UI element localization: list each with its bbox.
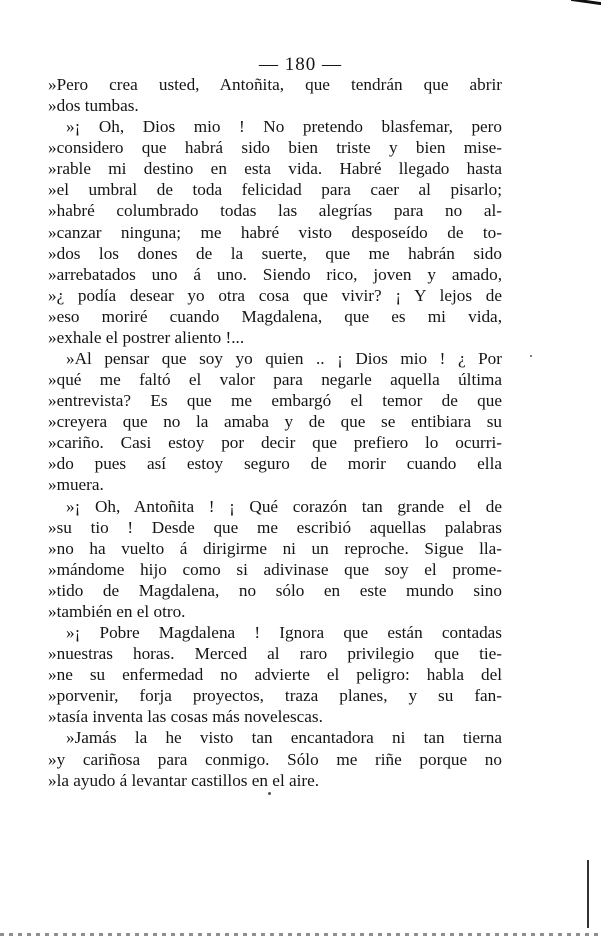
scan-speck bbox=[268, 792, 271, 795]
text-line: »cariño. Casi estoy por decir que prefiero lo ocurri- bbox=[48, 433, 502, 453]
page-number: — 180 — bbox=[259, 54, 342, 75]
text-line: »nuestras horas. Merced al raro privilegio que tie- bbox=[48, 644, 502, 664]
text-line: »ne su enfermedad no advierte el peligro: habla del bbox=[48, 665, 502, 685]
text-line: »canzar ninguna; me habré visto desposeído de to- bbox=[48, 222, 502, 242]
text-line: »tasía inventa las cosas más novelescas. bbox=[48, 707, 323, 727]
text-line: »no ha vuelto á dirigirme ni un reproche. Sigue lla- bbox=[48, 538, 502, 558]
text-line: »¿ podía desear yo otra cosa que vivir? ¡ Y lejos de bbox=[48, 285, 502, 305]
text-line: »¡ Oh, Antoñita ! ¡ Qué corazón tan grande el de bbox=[66, 496, 502, 516]
text-line: »¡ Pobre Magdalena ! Ignora que están contadas bbox=[66, 623, 502, 643]
text-line: »arrebatados uno á uno. Siendo rico, joven y amado, bbox=[48, 264, 502, 284]
text-line: »qué me faltó el valor para negarle aquella última bbox=[48, 370, 502, 390]
text-line: »muera. bbox=[48, 475, 104, 495]
text-line: »exhale el postrer aliento !... bbox=[48, 327, 245, 347]
text-line: »creyera que no la amaba y de que se entibiara su bbox=[48, 412, 502, 432]
text-line: »mándome hijo como si adivinase que soy el prome- bbox=[48, 559, 502, 579]
text-line: »Jamás la he visto tan encantadora ni tan tierna bbox=[66, 728, 502, 748]
text-line: »¡ Oh, Dios mio ! No pretendo blasfemar, pero bbox=[66, 117, 502, 137]
text-line: »también en el otro. bbox=[48, 601, 186, 621]
text-line: »entrevista? Es que me embargó el temor de que bbox=[48, 391, 502, 411]
scan-edge-mark bbox=[587, 860, 589, 928]
text-line: »y cariñosa para conmigo. Sólo me riñe porque no bbox=[48, 749, 502, 769]
text-line: »el umbral de toda felicidad para caer al pisarlo; bbox=[48, 180, 502, 200]
text-line: »Pero crea usted, Antoñita, que tendrán que abrir bbox=[48, 75, 502, 94]
scan-speck bbox=[530, 355, 532, 357]
text-line: »Al pensar que soy yo quien .. ¡ Dios mio ! ¿ Por bbox=[66, 349, 502, 369]
text-line: »considero que habrá sido bien triste y bien mise- bbox=[48, 138, 502, 158]
text-line: »dos los dones de la suerte, que me habrán sido bbox=[48, 243, 502, 263]
text-line: »tido de Magdalena, no sólo en este mundo sino bbox=[48, 580, 502, 600]
text-line: »habré columbrado todas las alegrías para no al- bbox=[48, 201, 502, 221]
scan-edge-mark bbox=[571, 0, 601, 15]
text-line: »do pues así estoy seguro de morir cuando ella bbox=[48, 454, 502, 474]
text-line: »rable mi destino en esta vida. Habré llegado hasta bbox=[48, 159, 502, 179]
text-line: »su tio ! Desde que me escribió aquellas palabras bbox=[48, 517, 502, 537]
body-text bbox=[48, 74, 502, 791]
text-line: »dos tumbas. bbox=[48, 96, 139, 116]
text-line: »la ayudo á levantar castillos en el aire. bbox=[48, 770, 320, 790]
text-line: »porvenir, forja proyectos, traza planes, y su fan- bbox=[48, 686, 502, 706]
text-line: »eso moriré cuando Magdalena, que es mi vida, bbox=[48, 306, 502, 326]
scan-edge-mark bbox=[0, 933, 601, 936]
